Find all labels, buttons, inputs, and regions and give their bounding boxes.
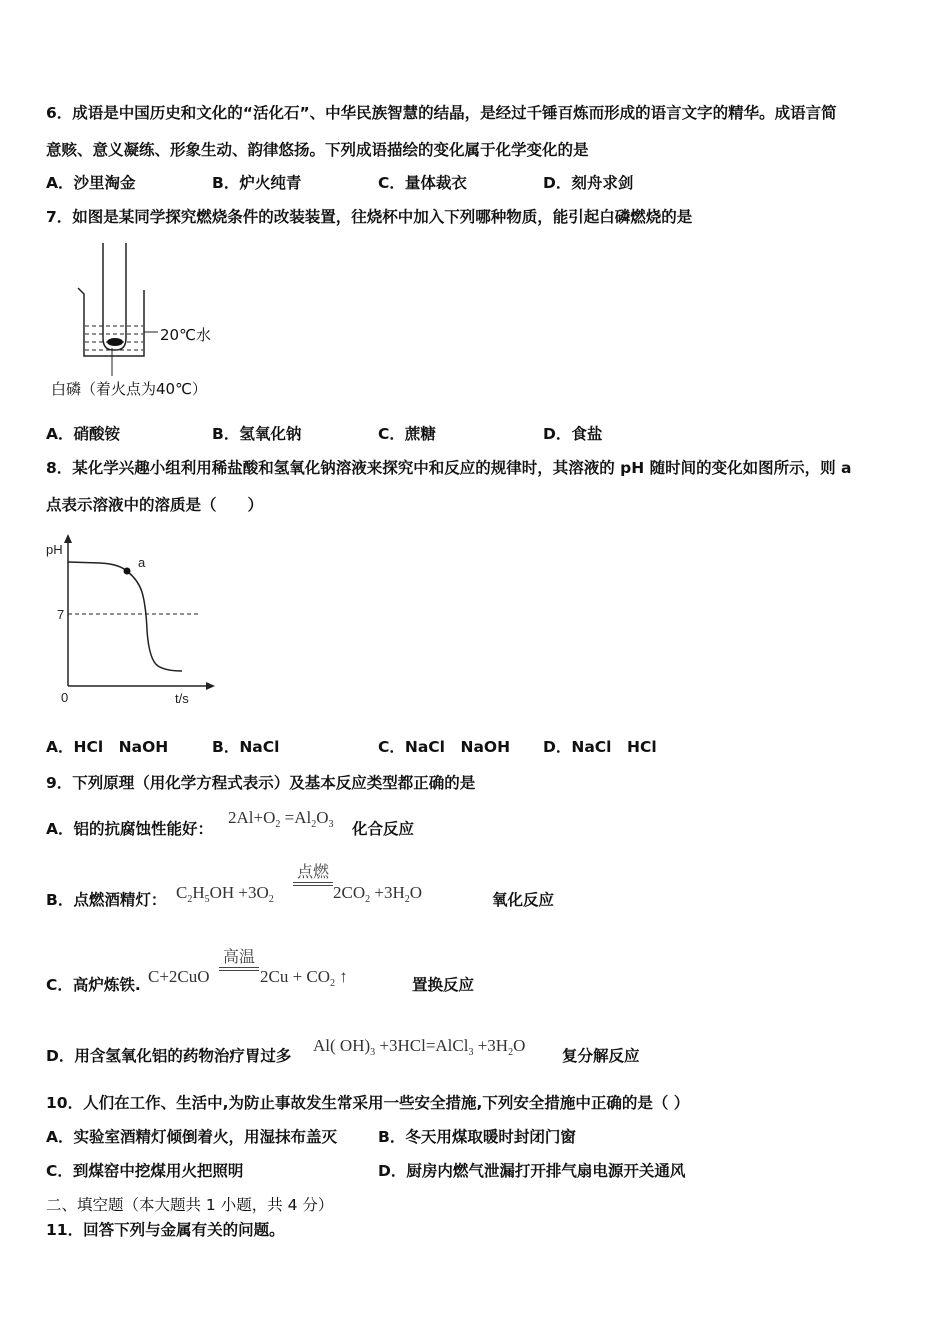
q10-option-c: C．到煤窑中挖煤用火把照明 xyxy=(46,1162,244,1180)
q6-option-b: B．炉火纯青 xyxy=(212,174,302,192)
q10-stem: 10．人们在工作、生活中,为防止事故发生常采用一些安全措施,下列安全措施中正确的是（ ） xyxy=(46,1094,690,1112)
y-axis-arrow-icon xyxy=(64,534,72,543)
q9-d-type: 复分解反应 xyxy=(562,1047,640,1065)
point-a-label: a xyxy=(138,555,146,570)
q10-option-d: D．厨房内燃气泄漏打开排气扇电源开关通风 xyxy=(378,1162,686,1180)
q9-b-reactants: $C_2H_5OH +3O_2$ xyxy=(176,883,274,905)
q6-stem-line1: 6．成语是中国历史和文化的“活化石”、中华民族智慧的结晶，是经过千锤百炼而形成的语言文字的精华。成语言简 xyxy=(46,104,837,122)
q9-a-prefix: A．铝的抗腐蚀性能好： xyxy=(46,820,213,838)
q9-b-condition: 点燃 xyxy=(293,864,333,886)
y-axis-label: pH xyxy=(46,542,63,557)
q9-c-type: 置换反应 xyxy=(412,976,475,994)
section2-heading: 二、填空题（本大题共 1 小题，共 4 分） xyxy=(46,1196,334,1214)
point-a xyxy=(124,568,131,575)
q8-option-d: D．NaCl HCl xyxy=(543,738,657,756)
q8-stem-line2: 点表示溶液中的溶质是（ ） xyxy=(46,496,264,514)
ph-curve xyxy=(68,562,182,671)
white-phosphorus-icon xyxy=(107,338,123,346)
q6-stem-line2: 意赅、意义凝练、形象生动、韵律悠扬。下列成语描绘的变化属于化学变化的是 xyxy=(46,141,589,159)
q11-stem: 11．回答下列与金属有关的问题。 xyxy=(46,1221,285,1239)
q7-option-a: A．硝酸铵 xyxy=(46,425,120,443)
q8-option-b: B．NaCl xyxy=(212,738,280,756)
q7-option-b: B．氢氧化钠 xyxy=(212,425,302,443)
q9-c-reactants: C+2CuO xyxy=(148,967,210,986)
q8-ph-graph xyxy=(40,530,230,710)
q9-a-equation: $2Al+O_2 =Al_2O_3$ xyxy=(228,808,334,830)
q6-option-a: A．沙里淘金 xyxy=(46,174,136,192)
q9-c-products: $2Cu + CO_2$ ↑ xyxy=(260,967,348,989)
q7-option-d: D．食盐 xyxy=(543,425,603,443)
q10-option-a: A．实验室酒精灯倾倒着火，用湿抹布盖灭 xyxy=(46,1128,337,1146)
ph7-tick-label: 7 xyxy=(57,607,65,622)
q10-option-b: B．冬天用煤取暖时封闭门窗 xyxy=(378,1128,576,1146)
q9-a-type: 化合反应 xyxy=(352,820,415,838)
q8-stem-line1: 8．某化学兴趣小组利用稀盐酸和氢氧化钠溶液来探究中和反应的规律时，其溶液的 pH 随时间的变化如图所示，则 a xyxy=(46,459,852,477)
q7-label-phosphorus: 白磷（着火点为40℃） xyxy=(51,380,207,398)
q9-b-prefix: B．点燃酒精灯： xyxy=(46,891,167,909)
q9-d-equation: Al( $OH)_3$ +3HCl=AlCl$_3$ $+3H_2O$ xyxy=(313,1036,526,1058)
q6-option-d: D．刻舟求剑 xyxy=(543,174,634,192)
q7-label-water: 20℃水 xyxy=(160,326,211,344)
q7-stem: 7．如图是某同学探究燃烧条件的改装装置，往烧杯中加入下列哪种物质，能引起白磷燃烧的是 xyxy=(46,208,693,226)
x-axis-label: t/s xyxy=(175,691,189,706)
q7-option-c: C．蔗糖 xyxy=(378,425,436,443)
x-axis-arrow-icon xyxy=(206,682,215,690)
q9-stem: 9．下列原理（用化学方程式表示）及基本反应类型都正确的是 xyxy=(46,774,476,792)
q8-option-a: A．HCl NaOH xyxy=(46,738,169,756)
q6-option-c: C．量体裁衣 xyxy=(378,174,467,192)
q9-d-prefix: D．用含氢氧化铝的药物治疗胃过多 xyxy=(46,1047,292,1065)
q9-c-prefix: C．高炉炼铁. xyxy=(46,976,141,994)
q9-c-condition: 高温 xyxy=(219,949,259,971)
q8-option-c: C．NaCl NaOH xyxy=(378,738,511,756)
q9-b-type: 氧化反应 xyxy=(492,891,555,909)
q9-b-products: $2CO_2 +3H_2O$ xyxy=(333,883,423,905)
origin-label: 0 xyxy=(61,690,69,705)
